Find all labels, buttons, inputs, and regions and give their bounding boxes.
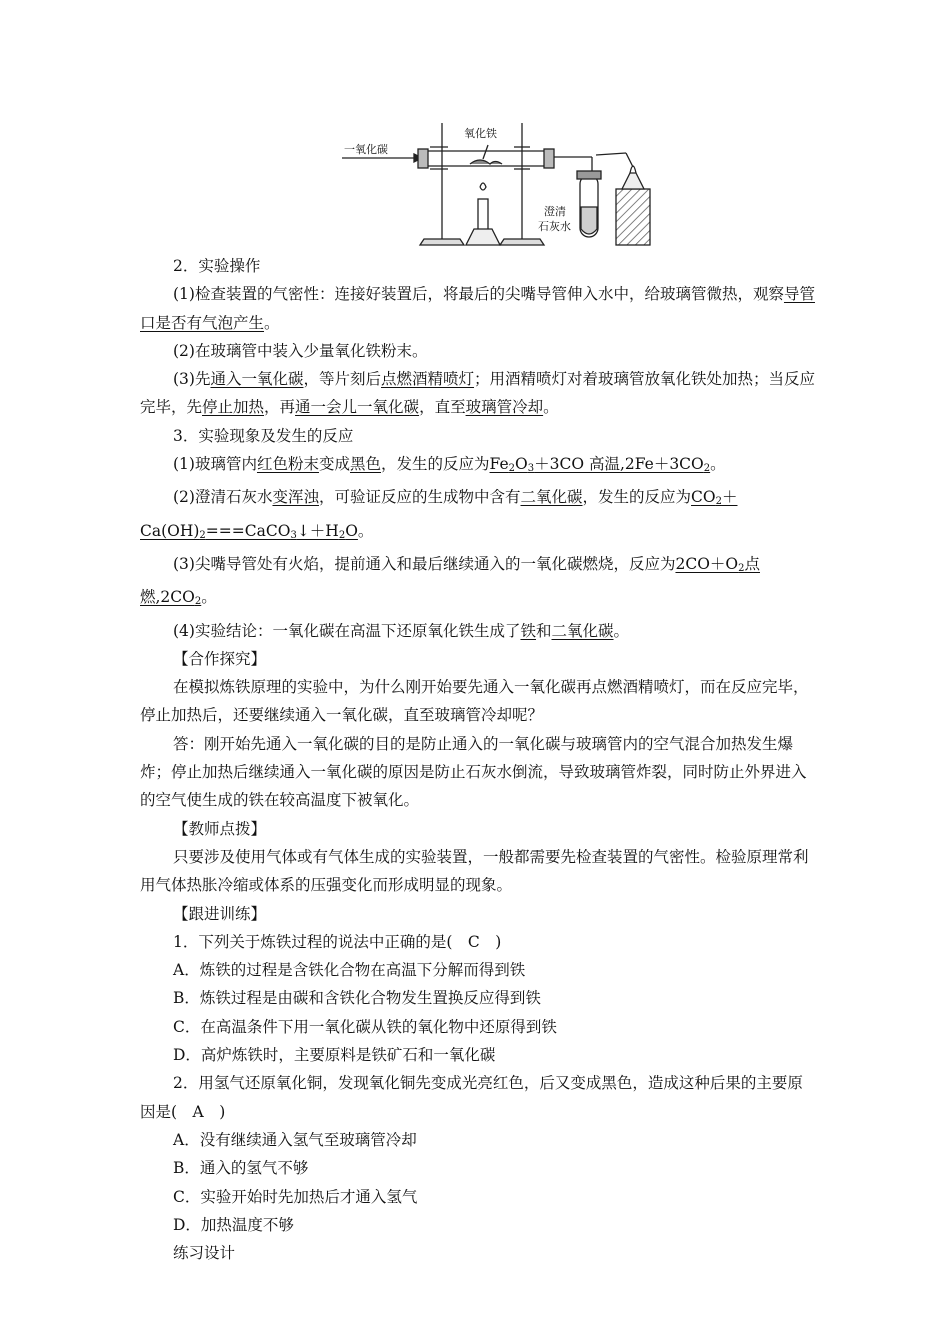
follow-up-training-title: 【跟进训练】 xyxy=(173,904,267,923)
label-limewater-line2: 石灰水 xyxy=(538,220,571,233)
question-1-option-a: A．炼铁的过程是含铁化合物在高温下分解而得到铁 xyxy=(173,961,526,980)
question-1-stem: 1．下列关于炼铁过程的说法中正确的是( C ) xyxy=(173,932,502,951)
question-1-option-d: D．高炉炼铁时，主要原料是铁矿石和一氧化碳 xyxy=(173,1046,496,1065)
cooperative-inquiry-title: 【合作探究】 xyxy=(173,649,267,668)
phenomenon-3: (3)尖嘴导管处有火焰，提前通入和最后继续通入的一氧化碳燃烧，反应为$2CO+O_2$点燃$,2CO_2$。 xyxy=(140,554,760,608)
cooperative-inquiry-answer: 答：刚开始先通入一氧化碳的目的是防止通入的一氧化碳与玻璃管内的空气混合加热发生爆炸；停止加热后继续通入一氧化碳的原因是防止石灰水倒流，导致玻璃管炸裂，同时防止外界进入的空气使生成的铁在较高温度下被氧化。 xyxy=(140,734,807,810)
teacher-guidance-text: 只要涉及使用气体或有气体生成的实验装置，一般都需要先检查装置的气密性。检验原理常利用气体热胀冷缩或体系的压强变化而形成明显的现象。 xyxy=(140,847,809,895)
document-body xyxy=(140,252,816,1267)
label-co: 一氧化碳 xyxy=(344,143,388,156)
question-1-option-b: B．炼铁过程是由碳和含铁化合物发生置换反应得到铁 xyxy=(173,989,541,1008)
question-2-option-a: A．没有继续通入氢气至玻璃管冷却 xyxy=(173,1130,417,1149)
label-limewater-line1: 澄清 xyxy=(544,205,566,218)
operation-2: (2)在玻璃管中装入少量氧化铁粉末。 xyxy=(173,341,428,360)
section-2-title: 2．实验操作 xyxy=(173,257,261,275)
question-2-stem: 2．用氢气还原氧化铜，发现氧化铜先变成光亮红色，后又变成黑色，造成这种后果的主要原因是( A ) xyxy=(140,1074,803,1121)
teacher-guidance-title: 【教师点拨】 xyxy=(173,819,267,838)
cooperative-inquiry-question: 在模拟炼铁原理的实验中，为什么刚开始要先通入一氧化碳再点燃酒精喷灯，而在反应完毕，停止加热后，还要继续通入一氧化碳，直至玻璃管冷却呢？ xyxy=(140,678,809,725)
phenomenon-1: (1)玻璃管内红色粉末变成黑色，发生的反应为$Fe_2O_3+3CO$ 高温$,2Fe+3CO_2$。 xyxy=(173,455,726,475)
apparatus-diagram xyxy=(330,117,660,253)
exercise-design-heading: 练习设计 xyxy=(173,1244,236,1263)
question-2-option-c: C．实验开始时先加热后才通入氢气 xyxy=(173,1187,418,1206)
operation-3: (3)先通入一氧化碳，等片刻后点燃酒精喷灯；用酒精喷灯对着玻璃管放氧化铁处加热；当反应完毕，先停止加热，再通一会儿一氧化碳，直至玻璃管冷却。 xyxy=(140,370,816,417)
label-iron-oxide: 氧化铁 xyxy=(464,127,497,140)
section-3-title: 3．实验现象及发生的反应 xyxy=(173,426,354,445)
question-2-option-d: D．加热温度不够 xyxy=(173,1215,294,1234)
phenomenon-2: (2)澄清石灰水变浑浊，可验证反应的生成物中含有二氧化碳，发生的反应为$CO_2+Ca(OH)_2===CaCO_3↓+H_2O$。 xyxy=(140,488,738,541)
operation-1: (1)检查装置的气密性：连接好装置后，将最后的尖嘴导管伸入水中，给玻璃管微热，观察导管口是否有气泡产生。 xyxy=(140,285,815,332)
phenomenon-4-conclusion: (4)实验结论：一氧化碳在高温下还原氧化铁生成了铁和二氧化碳。 xyxy=(173,621,630,640)
question-1-option-c: C．在高温条件下用一氧化碳从铁的氧化物中还原得到铁 xyxy=(173,1017,557,1036)
question-2-option-b: B．通入的氢气不够 xyxy=(173,1159,309,1178)
